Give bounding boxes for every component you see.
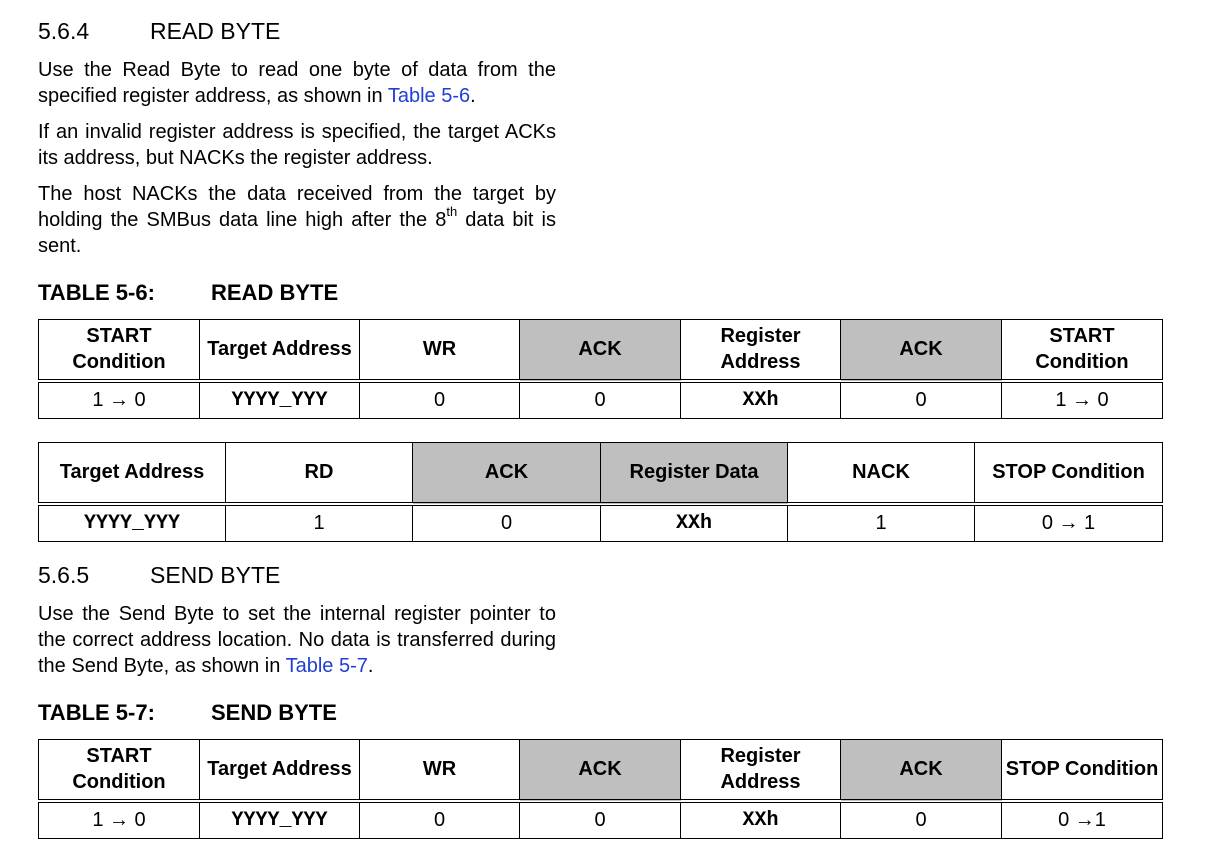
section-number: 5.6.4	[38, 18, 90, 44]
read-byte-table-part2	[38, 442, 1163, 542]
header-cell: ACK	[520, 740, 681, 801]
table-caption-title: READ BYTE	[211, 280, 339, 305]
value-cell: 1 → 0	[39, 381, 200, 419]
section-heading-5-6-5	[38, 562, 438, 590]
table-value-row	[39, 381, 1163, 419]
section-number: 5.6.5	[38, 562, 90, 588]
paragraph-text: .	[470, 85, 476, 107]
value-cell: YYYY_YYY	[39, 504, 226, 542]
header-cell: STOP Condition	[1002, 740, 1163, 801]
paragraph-text: .	[367, 655, 374, 677]
table-value-row	[39, 801, 1163, 839]
table-header-row	[39, 740, 1163, 801]
value-cell: XXh	[681, 381, 841, 419]
header-cell: STOP Condition	[975, 443, 1163, 504]
value-cell: 0	[413, 504, 601, 542]
paragraph-text: Use the Send Byte to set the internal register pointer to the correct address location. No data is transferred during the Send Byte, as shown in	[38, 603, 556, 677]
header-cell: Register Address	[681, 740, 841, 801]
value-cell: 0	[520, 381, 681, 419]
header-cell: NACK	[788, 443, 975, 504]
header-cell: ACK	[413, 443, 601, 504]
value-cell: XXh	[681, 801, 841, 839]
paragraph-text: data bit is sent.	[38, 209, 556, 257]
header-cell: WR	[360, 740, 520, 801]
header-cell: START Condition	[1002, 320, 1163, 381]
paragraph-read-byte-intro	[38, 57, 556, 109]
header-cell: WR	[360, 320, 520, 381]
superscript: th	[446, 204, 458, 220]
paragraph-text: The host NACKs the data received from the target by holding the SMBus data line high after the 8	[38, 183, 556, 231]
value-cell: XXh	[601, 504, 788, 542]
table-caption-5-7	[38, 700, 538, 728]
header-cell: Target Address	[200, 320, 360, 381]
paragraph-send-byte-intro	[38, 601, 556, 679]
send-byte-table	[38, 739, 1163, 839]
value-cell: 0 → 1	[975, 504, 1163, 542]
header-cell: ACK	[841, 320, 1002, 381]
value-cell: 0 →1	[1002, 801, 1163, 839]
table-5-7-link[interactable]: Table 5-7	[285, 655, 368, 677]
header-cell: ACK	[841, 740, 1002, 801]
value-cell: 1 → 0	[39, 801, 200, 839]
value-cell: 1	[788, 504, 975, 542]
section-title: SEND BYTE	[150, 562, 281, 588]
table-value-row	[39, 504, 1163, 542]
read-byte-table-part1	[38, 319, 1163, 419]
value-cell: 1	[226, 504, 413, 542]
header-cell: START Condition	[39, 740, 200, 801]
value-cell: 0	[360, 801, 520, 839]
table-header-row	[39, 443, 1163, 504]
header-cell: Target Address	[39, 443, 226, 504]
value-cell: YYYY_YYY	[200, 381, 360, 419]
value-cell: YYYY_YYY	[200, 801, 360, 839]
header-cell: START Condition	[39, 320, 200, 381]
table-caption-5-6	[38, 280, 538, 308]
table-header-row	[39, 320, 1163, 381]
table-caption-number: TABLE 5-7:	[38, 700, 155, 725]
paragraph-invalid-register: If an invalid register address is specified, the target ACKs its address, but NACKs the register address.	[38, 121, 556, 169]
value-cell: 0	[841, 381, 1002, 419]
value-cell: 0	[520, 801, 681, 839]
value-cell: 0	[360, 381, 520, 419]
value-cell: 1 → 0	[1002, 381, 1163, 419]
header-cell: RD	[226, 443, 413, 504]
header-cell: Register Data	[601, 443, 788, 504]
header-cell: Target Address	[200, 740, 360, 801]
table-caption-number: TABLE 5-6:	[38, 280, 155, 305]
header-cell: ACK	[520, 320, 681, 381]
paragraph-text: Use the Read Byte to read one byte of data from the specified register address, as shown in	[38, 59, 556, 107]
section-heading-5-6-4	[38, 18, 438, 46]
table-caption-title: SEND BYTE	[211, 700, 337, 725]
table-5-6-link[interactable]: Table 5-6	[387, 85, 471, 107]
section-title: READ BYTE	[150, 18, 281, 44]
value-cell: 0	[841, 801, 1002, 839]
paragraph-host-nack	[38, 181, 556, 259]
header-cell: Register Address	[681, 320, 841, 381]
